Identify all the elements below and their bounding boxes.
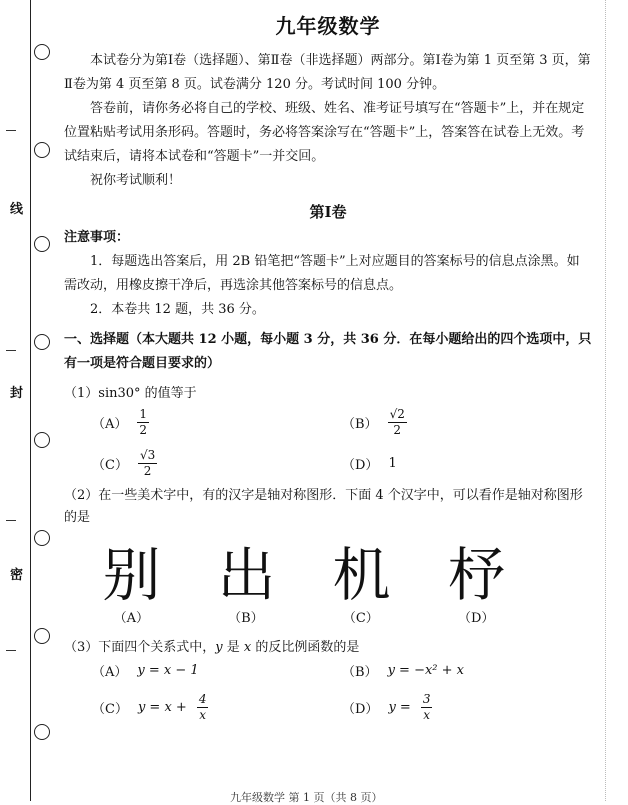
- option-value: 1: [388, 456, 397, 471]
- binding-char-feng: 封: [10, 386, 24, 401]
- option-expr: y = −x² + x: [387, 663, 464, 678]
- binding-margin: [0, 0, 58, 801]
- hanzi-option-c: 机: [332, 541, 391, 609]
- intro-paragraph: 答卷前，请你务必将自己的学校、班级、姓名、准考证号填写在“答题卡”上，并在规定位置粘贴考试用条形码。答题时，务必将答案涂写在“答题卡”上，答案答在试卷上无效。考试结束后，请将本试卷和“答题卡”一并交回。: [64, 101, 585, 164]
- binding-line: [30, 0, 31, 801]
- math-var: y: [215, 640, 223, 655]
- question-2-labels: [74, 607, 534, 626]
- binding-field-line: [6, 130, 16, 131]
- binding-field-line: [6, 520, 16, 521]
- option-d: [342, 692, 592, 723]
- option-d: [342, 448, 592, 479]
- option-a: [92, 661, 342, 680]
- fraction: $\frac{√3}{2}$: [139, 448, 156, 478]
- question-1: （1）sin30° 的值等于: [64, 386, 197, 401]
- question-3-text: （3）下面四个关系式中，: [64, 640, 216, 655]
- option-label: （B）: [228, 611, 264, 626]
- option-label: （C）: [92, 702, 128, 717]
- page-edge: [605, 0, 606, 801]
- binding-hole: [34, 236, 50, 252]
- binding-field-line: [6, 350, 16, 351]
- option-b: [342, 407, 592, 438]
- part-heading: 一、选择题（本大题共 12 小题，每小题 3 分，共 36 分．在每小题给出的四个选项中，只有一项是符合题目要求的）: [64, 332, 592, 371]
- option-c: [92, 448, 342, 479]
- binding-field-line: [6, 650, 16, 651]
- page-title: 九年级数学: [275, 14, 381, 38]
- question-3: [64, 636, 592, 655]
- question-1-options: [92, 407, 592, 479]
- option-label: （B）: [342, 417, 378, 432]
- section-title: 第Ⅰ卷: [309, 203, 347, 221]
- hanzi-option-d: 杼: [447, 541, 506, 609]
- binding-char-xian: 线: [10, 202, 24, 217]
- fraction: $\frac{3}{x}$: [422, 692, 431, 722]
- binding-char-mi: 密: [10, 568, 24, 583]
- option-label: （C）: [342, 611, 379, 626]
- option-label: （D）: [342, 458, 379, 473]
- option-expr: y =: [388, 700, 411, 715]
- question-2-characters: [74, 543, 534, 607]
- intro-paragraph: 本试卷分为第Ⅰ卷（选择题）、第Ⅱ卷（非选择题）两部分。第Ⅰ卷为第 1 页至第 3 页，第Ⅱ卷为第 4 页至第 8 页。试卷满分 120 分。考试时间 100 分钟。: [64, 53, 591, 92]
- option-expr: y = x − 1: [137, 663, 199, 678]
- option-label: （D）: [457, 611, 495, 626]
- question-3-text: 的反比例函数的是: [251, 640, 360, 655]
- math-var: x: [243, 640, 252, 655]
- fraction: $\frac{4}{x}$: [198, 692, 207, 722]
- notice-item: 2．本卷共 12 题，共 36 分。: [90, 302, 265, 317]
- intro-greeting: 祝你考试顺利！: [90, 173, 182, 188]
- exam-page: [64, 10, 592, 727]
- binding-hole: [34, 628, 50, 644]
- binding-hole: [34, 432, 50, 448]
- fraction: $\frac{√2}{2}$: [389, 407, 405, 437]
- option-b: [342, 661, 592, 680]
- fraction: $\frac{1}{2}$: [139, 407, 148, 437]
- option-expr: y = x +: [137, 700, 187, 715]
- option-label: （A）: [113, 611, 149, 626]
- hanzi-option-a: 别: [102, 541, 161, 609]
- option-label: （D）: [342, 702, 379, 717]
- page-footer: 九年级数学 第 1 页（共 8 页）: [230, 791, 383, 804]
- question-3-options: [92, 661, 592, 723]
- binding-hole: [34, 334, 50, 350]
- binding-hole: [34, 44, 50, 60]
- notice-title: 注意事项：: [64, 230, 130, 245]
- hanzi-option-b: 出: [217, 541, 276, 609]
- option-label: （A）: [92, 665, 128, 680]
- binding-hole: [34, 530, 50, 546]
- question-3-text: 是: [222, 640, 244, 655]
- option-label: （A）: [92, 417, 128, 432]
- question-2: （2）在一些美术字中，有的汉字是轴对称图形．下面 4 个汉字中，可以看作是轴对称图形的是: [64, 488, 583, 525]
- binding-hole: [34, 142, 50, 158]
- option-a: [92, 407, 342, 438]
- option-label: （B）: [342, 665, 378, 680]
- notice-item: 1．每题选出答案后，用 2B 铅笔把“答题卡”上对应题目的答案标号的信息点涂黑。如需改动，用橡皮擦干净后，再选涂其他答案标号的信息点。: [64, 254, 580, 293]
- option-label: （C）: [92, 458, 128, 473]
- binding-hole: [34, 724, 50, 740]
- option-c: [92, 692, 342, 723]
